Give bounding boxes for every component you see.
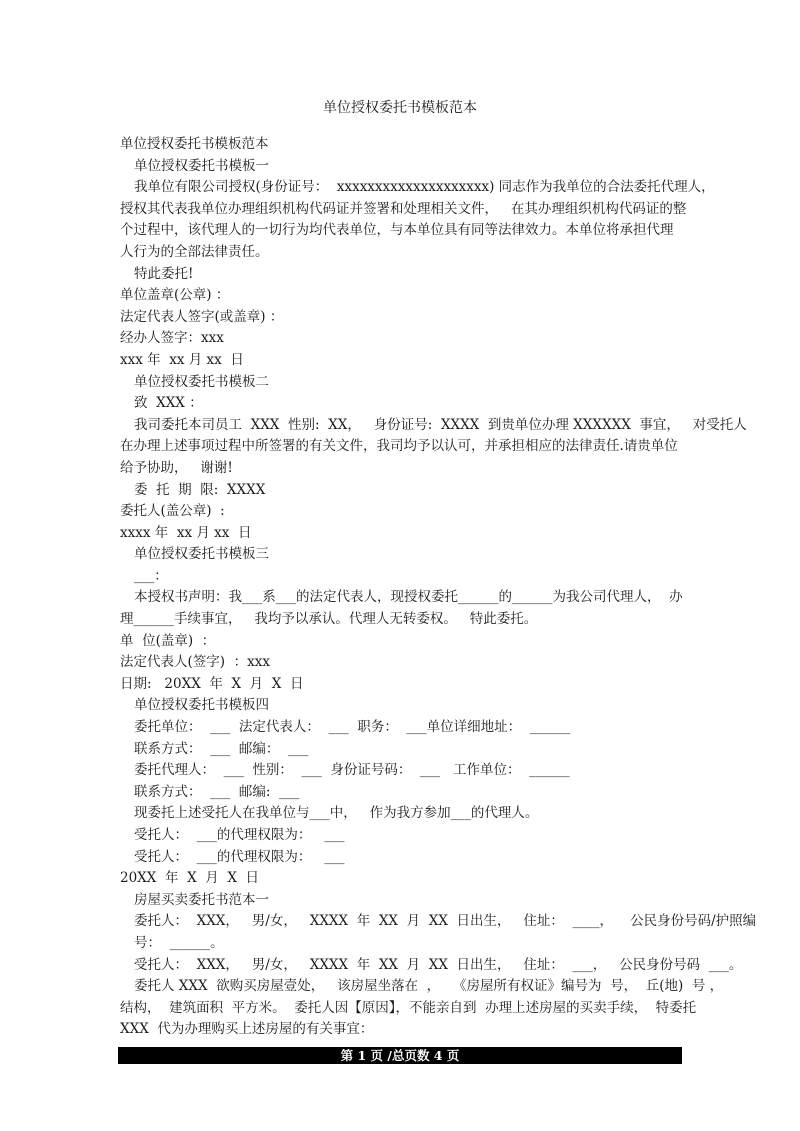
text-line: 委托人： XXX， 男/女， XXXX 年 XX 月 XX 日出生， 住址： ____， 公民身份号码/护照编 (134, 913, 757, 930)
text-line: ___： (134, 567, 168, 584)
text-line: xxx 年 xx 月 xx 日 (120, 351, 244, 368)
page-title: 单位授权委托书模板范本 (323, 100, 477, 116)
text-line: 委托人 XXX 欲购买房屋壹处， 该房屋坐落在 ， 《房屋所有权证》编号为 号， 丘(地) 号 ， (134, 978, 724, 995)
text-line: 日期: 20XX 年 X 月 X 日 (120, 675, 304, 692)
text-line: 理______手续事宜， 我均予以承认。代理人无转委权。 特此委托。 (120, 611, 538, 628)
text-line: 经办人签字：xxx (120, 330, 224, 347)
text-line: 授权其代表我单位办理组织机构代码证并签署和处理相关文件， 在其办理组织机构代码证的整 (120, 200, 687, 217)
text-line: 单 位(盖章) ： (120, 632, 216, 649)
text-line: 单位授权委托书模板范本 (120, 136, 269, 152)
text-line: XXX 代为办理购买上述房屋的有关事宜： (120, 1021, 374, 1038)
text-line: 单位盖章(公章) ： (120, 287, 230, 304)
text-line: 单位授权委托书模板四 (134, 697, 269, 714)
text-line: 联系方式： ___ 邮编: ___ (134, 783, 300, 800)
text-line: 委托单位： ___ 法定代表人： ___ 职务： ___单位详细地址： ______ (134, 719, 571, 736)
text-line: 给予协助， 谢谢! (120, 459, 233, 476)
text-line: 单位授权委托书模板二 (134, 373, 269, 390)
text-line: 个过程中，该代理人的一切行为均代表单位，与本单位具有同等法律效力。本单位将承担代理 (120, 222, 674, 239)
document-body (120, 134, 757, 1041)
text-line: 受托人： XXX， 男/女， XXXX 年 XX 月 XX 日出生， 住址： ___， 公民身份号码 ___。 (134, 956, 743, 973)
text-line: 号： ______。 (134, 934, 224, 951)
text-line: 受托人： ___的代理权限为： ___ (134, 848, 345, 865)
text-line: 致 XXX ： (134, 395, 203, 412)
text-line: 20XX 年 X 月 X 日 (120, 870, 260, 887)
text-line: 法定代表人签字(或盖章) ： (120, 308, 284, 325)
text-line: 受托人： ___的代理权限为： ___ (134, 827, 345, 843)
text-line: 我单位有限公司授权(身份证号： xxxxxxxxxxxxxxxxxxxx) 同志作为我单位的合法委托代理人， (134, 179, 715, 196)
text-line: 委托人(盖公章) : (120, 503, 225, 520)
text-line: 人行为的全部法律责任。 (120, 243, 269, 260)
page-footer: 第 1 页 /总页数 4 页 (118, 1047, 682, 1064)
text-line: 在办理上述事项过程中所签署的有关文件，我司均予以认可，并承担相应的法律责任.请贵单位 (120, 438, 678, 455)
text-line: 特此委托! (134, 265, 194, 282)
text-line: 法定代表人(签字) ：xxx (120, 654, 270, 671)
text-line: 我司委托本司员工 XXX 性别: XX， 身份证号: XXXX 到贵单位办理 XXXXXX 事宜， 对受托人 (134, 416, 747, 433)
text-line: 本授权书声明：我___系___的法定代表人，现授权委托______的______为我公司代理人， 办 (134, 589, 683, 606)
text-line: 单位授权委托书模板一 (134, 157, 269, 174)
text-line: 房屋买卖委托书范本一 (134, 891, 269, 908)
text-line: 现委托上述受托人在我单位与___中， 作为我方参加___的代理人。 (134, 805, 539, 822)
text-line: 委 托 期 限: XXXX (134, 481, 266, 498)
text-line: 单位授权委托书模板三 (134, 546, 269, 563)
text-line: xxxx 年 xx 月 xx 日 (120, 524, 252, 541)
text-line: 结构， 建筑面积 平方米。 委托人因【原因】，不能亲自到 办理上述房屋的买卖手续， 特委托 (120, 999, 697, 1016)
text-line: 联系方式： ___ 邮编： ___ (134, 740, 309, 757)
text-line: 委托代理人： ___ 性别： ___ 身份证号码： ___ 工作单位： ______ (134, 762, 570, 779)
